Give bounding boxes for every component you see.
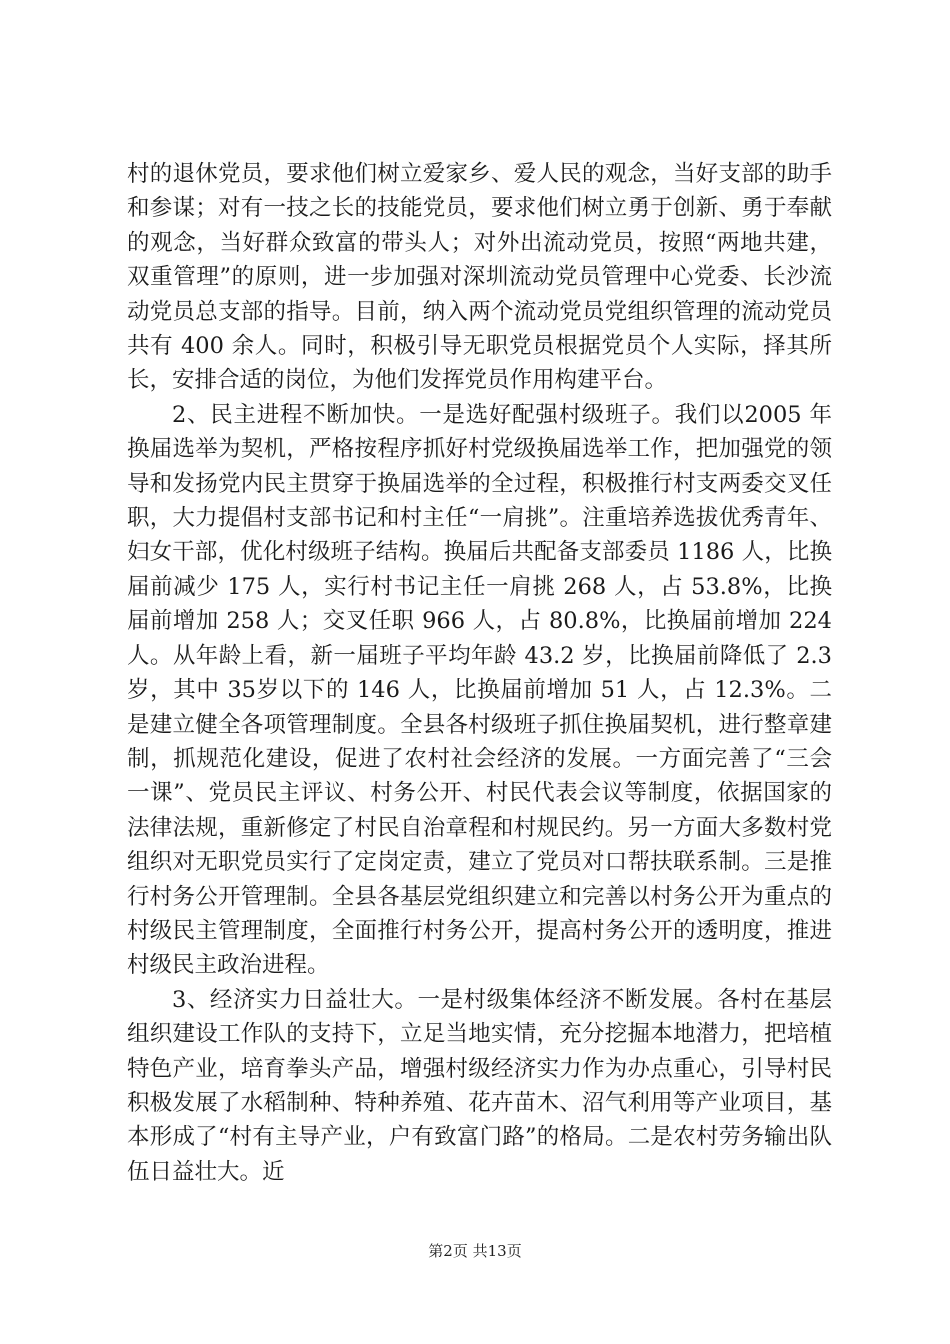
- paragraph-economy: 3、经济实力日益壮大。一是村级集体经济不断发展。各村在基层组织建设工作队的支持下，立足当地实情，充分挖掘本地潜力，把培植特色产业，培育拳头产品，增强村级经济实力作为办点重心，引导村民积极发展了水稻制种、特种养殖、花卉苗木、沼气利用等产业项目，基本形成了“村有主导产业，户有致富门路”的格局。二是农村劳务输出队伍日益壮大。近: [127, 986, 832, 1185]
- page-number-footer: 第2页 共13页: [428, 1242, 522, 1260]
- paragraph-democracy: 2、民主进程不断加快。一是选好配强村级班子。我们以2005 年换届选举为契机，严格按程序抓好村党级换届选举工作，把加强党的领导和发扬党内民主贯穿于换届选举的全过程，积极推行村支两委交叉任职，大力提倡村支部书记和村主任“一肩挑”。注重培养选拔优秀青年、妇女干部，优化村级班子结构。换届后共配备支部委员 1186 人，比换届前减少 175 人，实行村书记主任一肩挑 268 人，占 53.8%，比换届前增加 258 人；交叉任职 966 人，占 80.8%，比换届前增加 224 人。从年龄上看，新一届班子平均年龄 43.2 岁，比换届前降低了 2.3 岁，其中 35岁以下的 146 人，比换届前增加 51 人，占 12.3%。二是建立健全各项管理制度。全县各村级班子抓住换届契机，进行整章建制，抓规范化建设，促进了农村社会经济的发展。一方面完善了“三会一课”、党员民主评议、村务公开、村民代表会议等制度，依据国家的法律法规，重新修定了村民自治章程和村规民约。另一方面大多数村党组织对无职党员实行了定岗定责，建立了党员对口帮扶联系制。三是推行村务公开管理制。全县各基层党组织建立和完善以村务公开为重点的村级民主管理制度，全面推行村务公开，提高村务公开的透明度，推进村级民主政治进程。: [127, 401, 832, 979]
- paragraph-continuation: 村的退休党员，要求他们树立爱家乡、爱人民的观念，当好支部的助手和参谋；对有一技之长的技能党员，要求他们树立勇于创新、勇于奉献的观念，当好群众致富的带头人；对外出流动党员，按照“两地共建，双重管理”的原则，进一步加强对深圳流动党员管理中心党委、长沙流动党员总支部的指导。目前，纳入两个流动党员党组织管理的流动党员共有 400 余人。同时，积极引导无职党员根据党员个人实际，择其所长，安排合适的岗位，为他们发挥党员作用构建平台。: [127, 161, 832, 394]
- body-text: [127, 157, 832, 1189]
